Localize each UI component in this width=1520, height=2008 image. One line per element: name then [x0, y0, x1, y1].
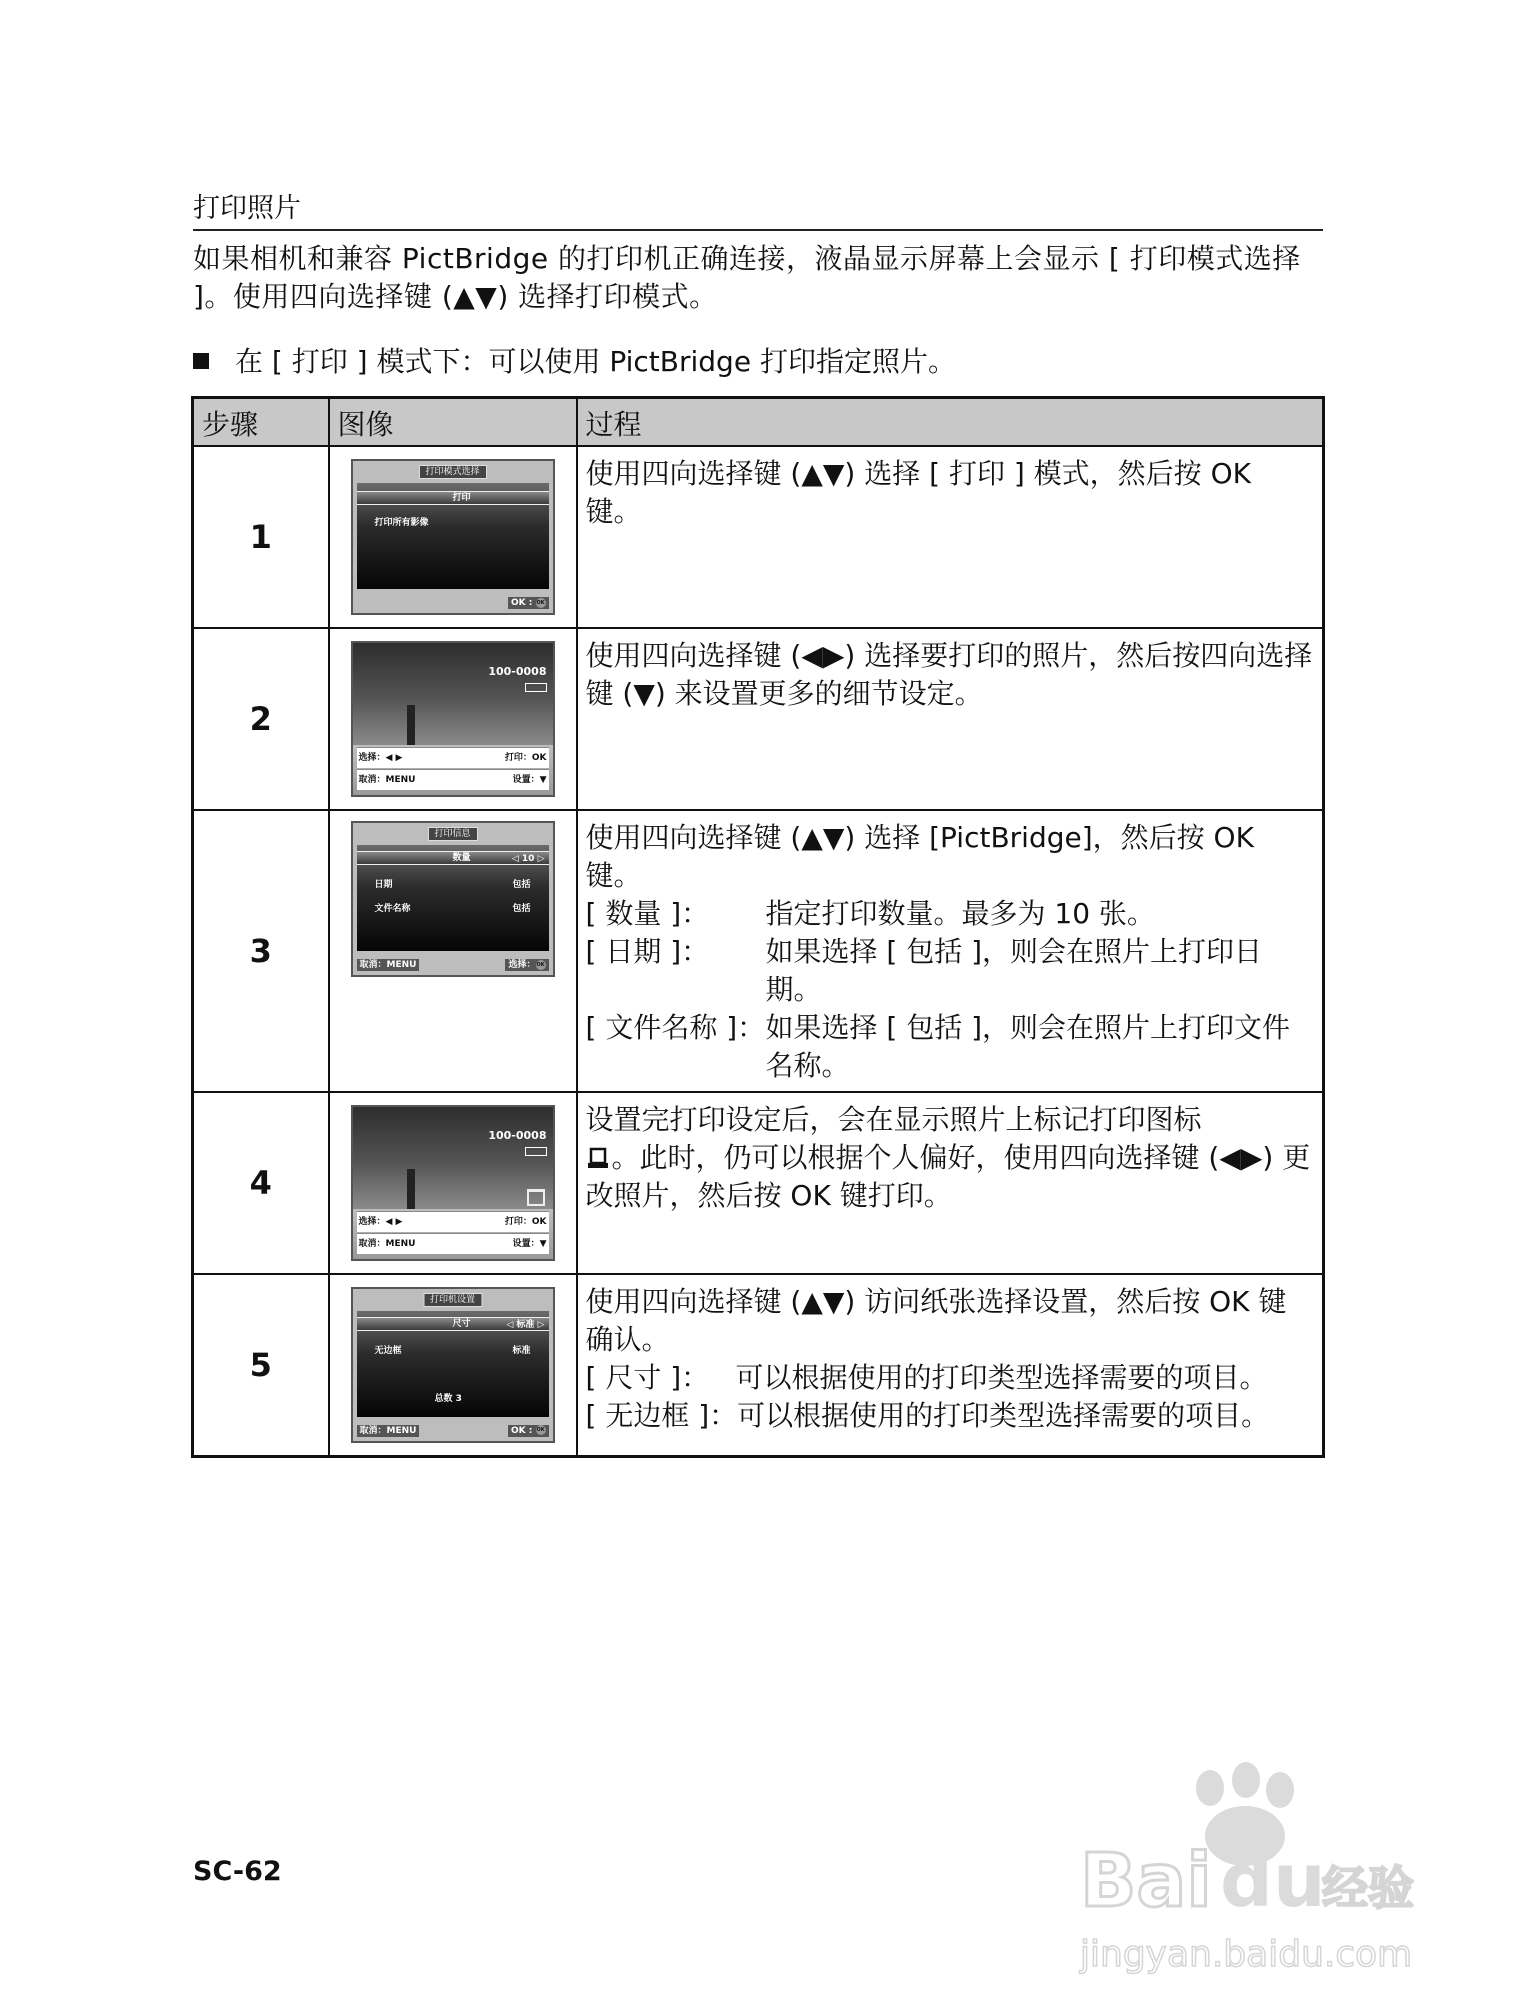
print-mark-icon [527, 1189, 545, 1206]
svg-text:经验: 经验 [1322, 1861, 1414, 1915]
table-row [193, 628, 1324, 810]
screen-item: 打印 [357, 491, 549, 505]
step-image [329, 628, 577, 810]
image-number: 100-0008 [488, 665, 547, 678]
header-image: 图像 [329, 398, 577, 447]
step-description: 使用四向选择键 (◀▶) 选择要打印的照片，然后按四向选择键 (▼) 来设置更多的细节设定。 [577, 628, 1324, 810]
table-row [193, 810, 1324, 1092]
camera-screen-photo-marked [351, 1105, 555, 1261]
svg-text:du: du [1220, 1838, 1326, 1924]
cancel-hint: 取消：MENU [357, 959, 420, 971]
landmark-silhouette [407, 1169, 415, 1209]
term-row: [ 数量 ]： 指定打印数量。最多为 10 张。 [585, 897, 1155, 930]
svg-text:jingyan.baidu.com: jingyan.baidu.com [1080, 1934, 1413, 1975]
screen-item: 无边框 [374, 1345, 402, 1356]
step-description: 使用四向选择键 (▲▼) 选择 [ 打印 ] 模式，然后按 OK 键。 [577, 446, 1324, 628]
header-process: 过程 [577, 398, 1324, 447]
paw-logo-icon [1060, 1756, 1420, 1986]
term-row: [ 日期 ]： 如果选择 [ 包括 ]，则会在照片上打印日期。 [585, 935, 1263, 1006]
ok-hint: OK : OK [508, 1425, 549, 1437]
screen-value: ◁ 10 ▷ [511, 854, 545, 864]
intro-paragraph: 如果相机和兼容 PictBridge 的打印机正确连接，液晶显示屏幕上会显示 [ 打印模式选择 ]。使用四向选择键 (▲▼) 选择打印模式。 [193, 242, 1301, 313]
section-title: 打印照片 [193, 186, 1323, 231]
steps-table [191, 396, 1325, 1458]
print-icon [586, 1147, 612, 1171]
header-step: 步骤 [193, 398, 329, 447]
screen-item: 文件名称 [374, 904, 411, 914]
square-bullet-icon [193, 353, 209, 369]
bullet-text: 在 [ 打印 ] 模式下：可以使用 PictBridge 打印指定照片。 [235, 345, 956, 378]
screen-bar: 取消：MENU 设置：▼ [357, 769, 549, 790]
screen-title: 打印信息 [427, 827, 477, 841]
step-number: 3 [193, 810, 329, 1092]
page-number: SC-62 [193, 1856, 282, 1887]
table-row [193, 446, 1324, 628]
screen-total: 总数 3 [434, 1393, 462, 1404]
battery-icon [525, 1147, 547, 1156]
step-description: 使用四向选择键 (▲▼) 访问纸张选择设置，然后按 OK 键确认。 [ 尺寸 ]： 可以根据使用的打印类型选择需要的项目。 [ 无边框 ]： 可以根据使用的打印类型选择需要的项目。 [577, 1274, 1324, 1456]
step-number: 2 [193, 628, 329, 810]
image-number: 100-0008 [488, 1129, 547, 1142]
baidu-watermark [1060, 1756, 1420, 1986]
screen-value: ◁ 标准 ▷ [506, 1319, 545, 1330]
screen-title: 打印机设置 [423, 1293, 482, 1307]
step-description: 设置完打印设定后，会在显示照片上标记打印图标 。此时，仍可以根据个人偏好，使用四向选择键 (◀▶) 更改照片，然后按 OK 键打印。 [577, 1092, 1324, 1274]
step-image [329, 446, 577, 628]
select-hint: 选择：OK [505, 959, 548, 971]
screen-item: 日期 [374, 880, 393, 890]
battery-icon [525, 683, 547, 692]
table-header-row [193, 398, 1324, 447]
term-row: [ 尺寸 ]： 可以根据使用的打印类型选择需要的项目。 [585, 1361, 1268, 1394]
screen-bar: 选择：◀ ▶ 打印：OK [357, 1211, 549, 1232]
screen-value: 包括 [512, 880, 531, 890]
camera-screen-printer-settings [351, 1287, 555, 1443]
step-image [329, 1274, 577, 1456]
svg-text:Bai: Bai [1080, 1838, 1212, 1924]
screen-bar: 选择：◀ ▶ 打印：OK [357, 747, 549, 768]
step-description: 使用四向选择键 (▲▼) 选择 [PictBridge]，然后按 OK 键。 [ 数量 ]： 指定打印数量。最多为 10 张。 [ 日期 ]： 如果选择 [ 包括 ]，则会在照片上打印日期。 [ 文件名称 ]： 如果选择 [ 包括 ]，则会在照片上打印文件名称。 [577, 810, 1324, 1092]
camera-screen-photo [351, 641, 555, 797]
screen-value: 标准 [512, 1345, 531, 1356]
term-row: [ 文件名称 ]： 如果选择 [ 包括 ]，则会在照片上打印文件名称。 [585, 1011, 1291, 1082]
screen-item: 打印所有影像 [374, 518, 429, 528]
landmark-silhouette [407, 705, 415, 745]
screen-bar: 取消：MENU 设置：▼ [357, 1233, 549, 1254]
step-number: 4 [193, 1092, 329, 1274]
screen-item: 尺寸 [357, 1317, 549, 1331]
table-row [193, 1274, 1324, 1456]
term-row: [ 无边框 ]： 可以根据使用的打印类型选择需要的项目。 [585, 1399, 1270, 1432]
screen-value: 包括 [512, 904, 531, 914]
ok-hint: OK : OK [508, 597, 549, 609]
screen-title: 打印模式选择 [418, 465, 486, 479]
ok-button-icon: OK [536, 599, 545, 606]
bullet-line [193, 340, 956, 380]
step-image [329, 1092, 577, 1274]
table-row [193, 1092, 1324, 1274]
camera-screen-print-mode [351, 459, 555, 615]
step-image [329, 810, 577, 1092]
camera-screen-print-info [351, 821, 555, 977]
cancel-hint: 取消：MENU [357, 1425, 420, 1437]
step-number: 5 [193, 1274, 329, 1456]
screen-item: 数量 [357, 851, 549, 865]
step-number: 1 [193, 446, 329, 628]
